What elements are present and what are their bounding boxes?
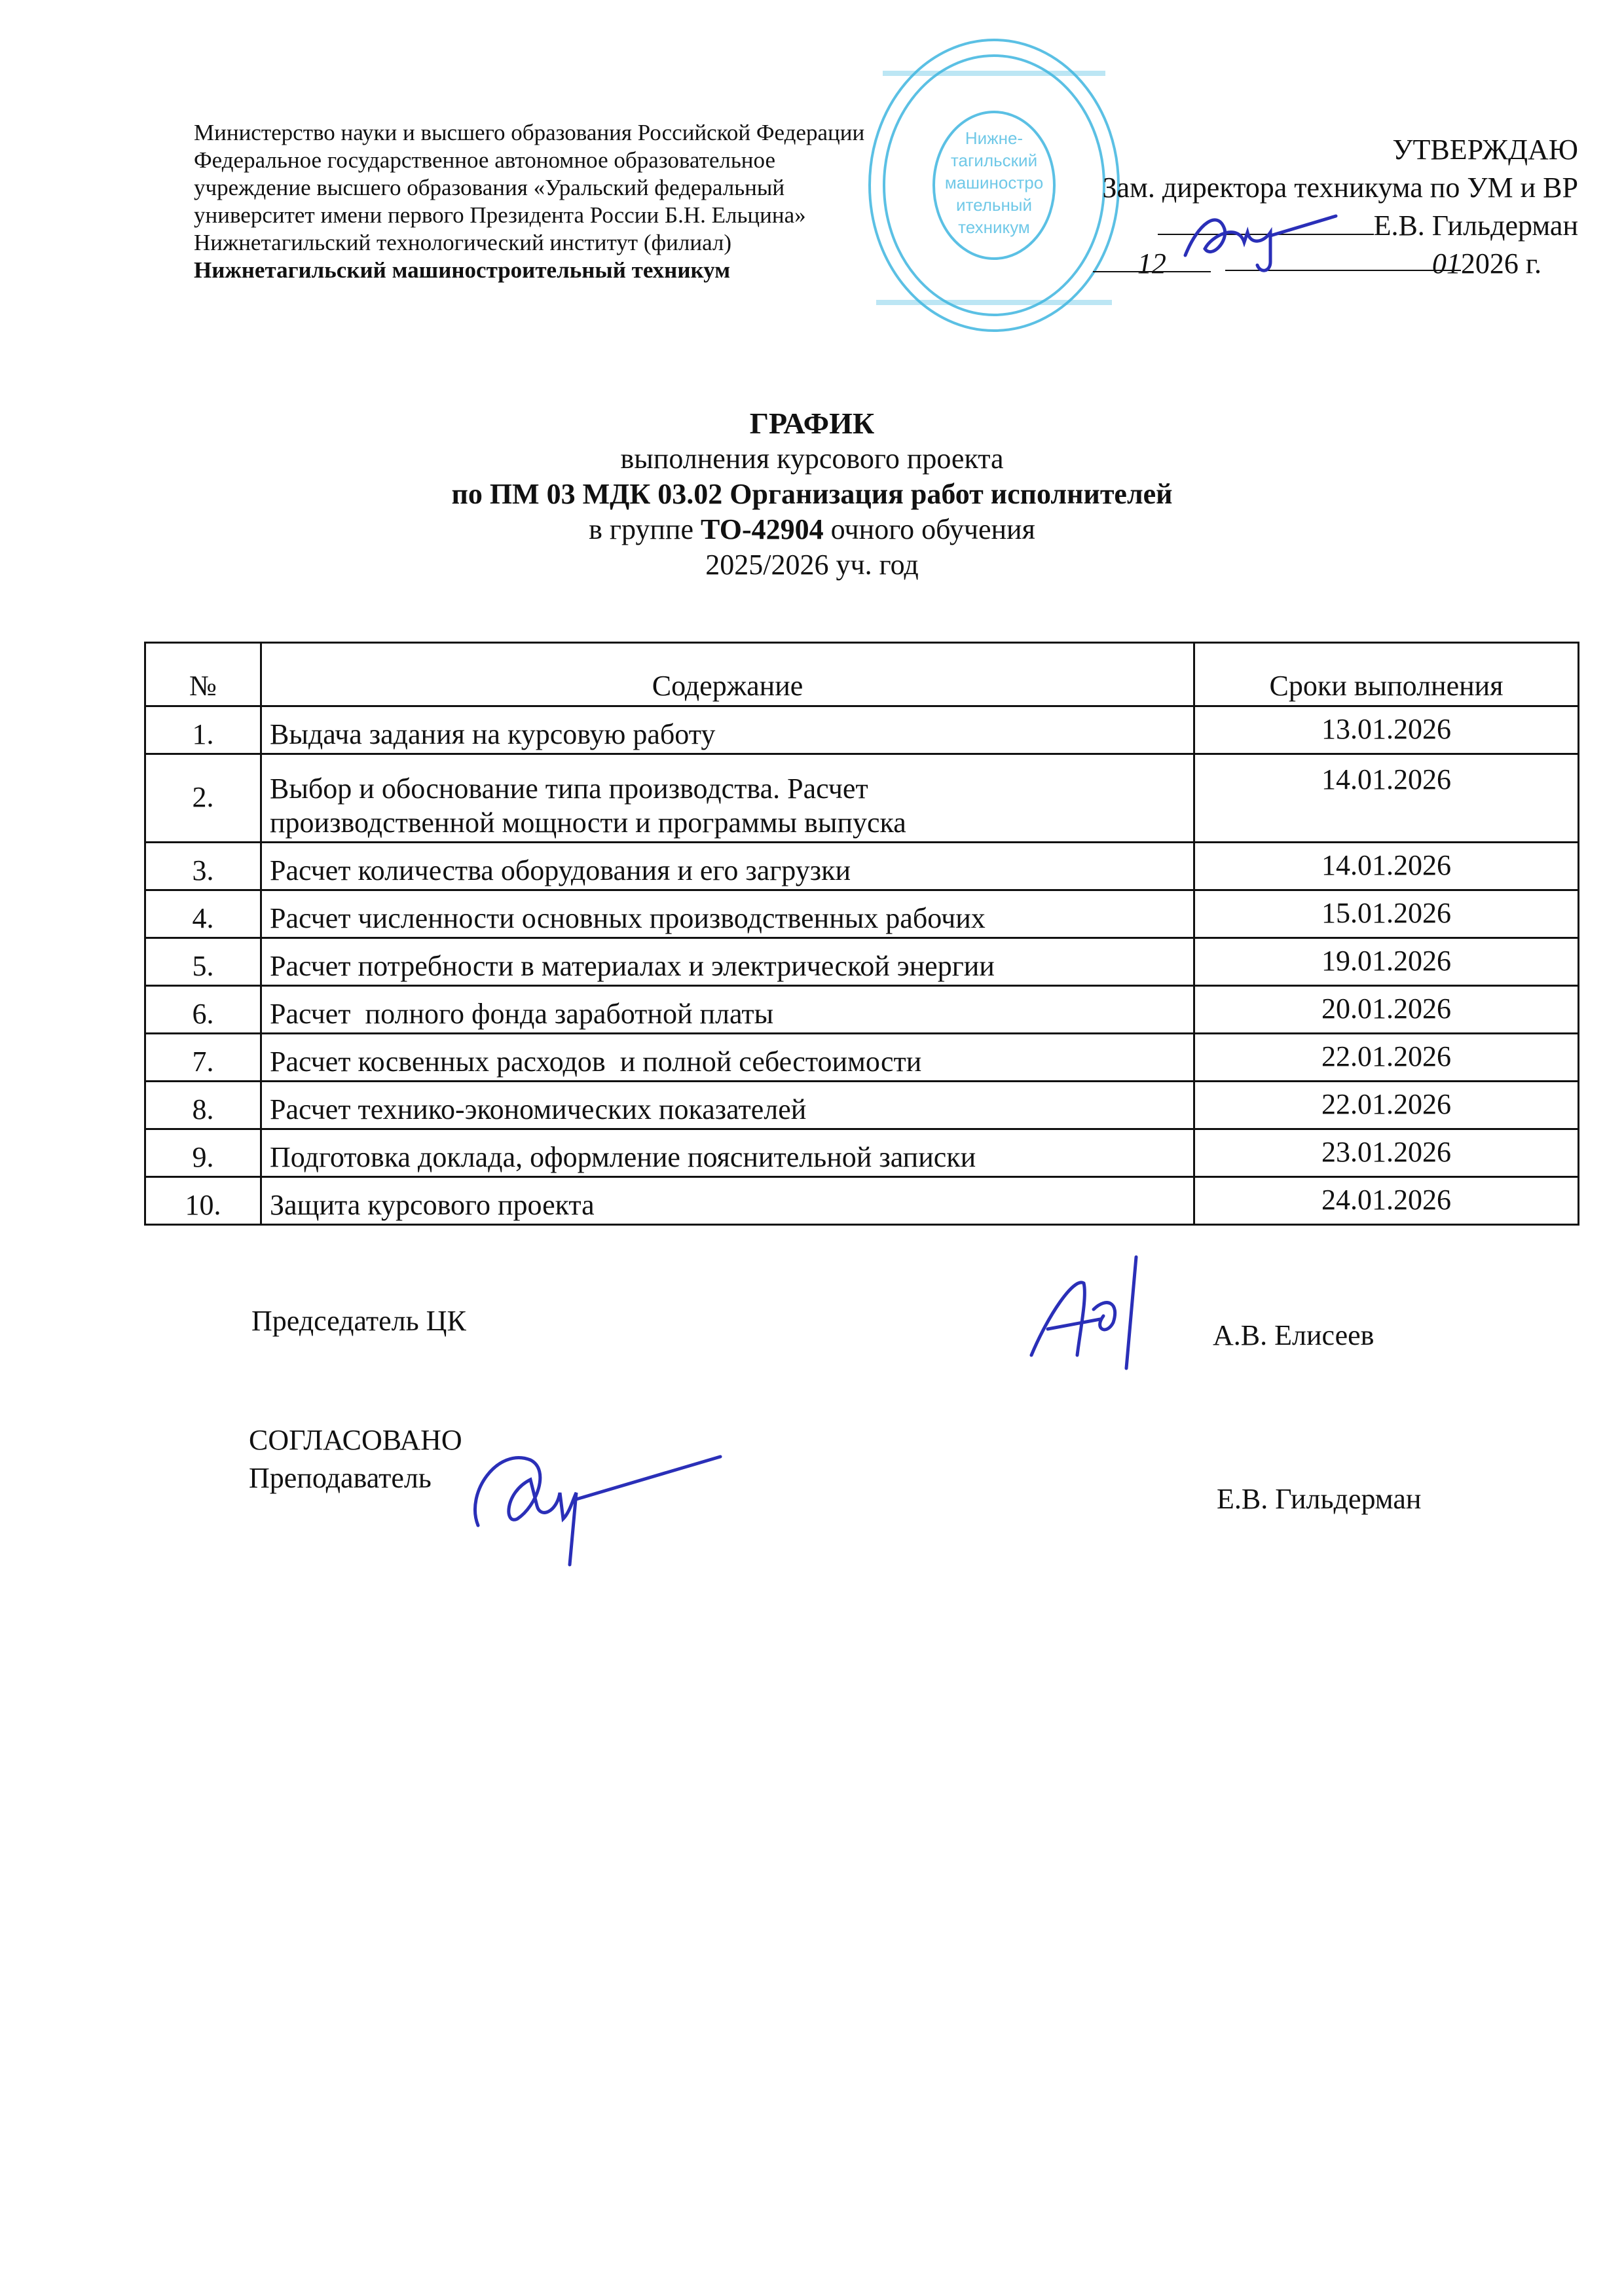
teacher-name: Е.В. Гильдерман <box>1217 1483 1422 1515</box>
row-number: 4. <box>145 890 261 938</box>
group-code: ТО-42904 <box>701 513 824 545</box>
table-row <box>145 754 1579 843</box>
row-date: 14.01.2026 <box>1194 843 1579 890</box>
table-row <box>145 890 1579 938</box>
svg-text:машинострo: машинострo <box>944 173 1044 192</box>
row-content: Подготовка доклада, оформление пояснительной записки <box>261 1129 1194 1177</box>
title-group-line <box>0 512 1624 547</box>
table-row <box>145 843 1579 890</box>
header-content: Содержание <box>261 643 1194 706</box>
chair-name: А.В. Елисеев <box>1213 1319 1375 1351</box>
row-number: 8. <box>145 1082 261 1129</box>
title-year: 2025/2026 уч. год <box>705 549 919 581</box>
svg-text:Нижне-: Нижне- <box>965 128 1024 148</box>
row-content: Выбор и обоснование типа производства. Расчет производственной мощности и программы выпуска <box>261 754 1194 843</box>
chair-signature-icon <box>1022 1250 1179 1381</box>
chair-label: Председатель ЦК <box>251 1305 466 1337</box>
header-deadline: Сроки выполнения <box>1194 643 1579 706</box>
group-prefix: в группе <box>589 513 701 545</box>
approver-signature-icon <box>1172 196 1342 275</box>
table-header-row <box>145 643 1579 706</box>
approve-day: 12 <box>1093 245 1211 272</box>
row-number: 7. <box>145 1034 261 1082</box>
table-row <box>145 1177 1579 1225</box>
row-content: Расчет косвенных расходов и полной себестоимости <box>261 1034 1194 1082</box>
teacher-label: Преподаватель <box>249 1462 432 1494</box>
table-row <box>145 1129 1579 1177</box>
row-date: 13.01.2026 <box>1194 706 1579 754</box>
row-content: Расчет технико-экономических показателей <box>261 1082 1194 1129</box>
approve-position: Зам. директора техникума по УМ и ВР <box>1102 172 1578 204</box>
row-date: 24.01.2026 <box>1194 1177 1579 1225</box>
schedule-table <box>144 642 1579 1226</box>
approve-month: 01 <box>1225 245 1461 271</box>
row-date: 22.01.2026 <box>1194 1082 1579 1129</box>
row-content: Расчет полного фонда заработной платы <box>261 986 1194 1034</box>
row-date: 20.01.2026 <box>1194 986 1579 1034</box>
approve-name: Е.В. Гильдерман <box>1373 210 1578 242</box>
title-subtitle: выполнения курсового проекта <box>620 443 1004 475</box>
svg-text:тагильский: тагильский <box>950 151 1038 170</box>
header-number: № <box>145 643 261 706</box>
group-suffix: очного обучения <box>823 513 1035 545</box>
row-number: 10. <box>145 1177 261 1225</box>
title-module: по ПМ 03 МДК 03.02 Организация работ исполнителей <box>451 478 1173 510</box>
org-line: Федеральное государственное автономное образовательное <box>194 147 775 173</box>
table-row <box>145 1034 1579 1082</box>
row-number: 3. <box>145 843 261 890</box>
row-number: 1. <box>145 706 261 754</box>
row-date: 19.01.2026 <box>1194 938 1579 986</box>
row-content: Защита курсового проекта <box>261 1177 1194 1225</box>
teacher-signature-icon <box>458 1421 733 1571</box>
row-content: Расчет количества оборудования и его загрузки <box>261 843 1194 890</box>
org-line: Министерство науки и высшего образования Российской Федерации <box>194 120 865 145</box>
row-content: Выдача задания на курсовую работу <box>261 706 1194 754</box>
row-number: 9. <box>145 1129 261 1177</box>
svg-text:ительный: ительный <box>955 195 1033 215</box>
agreed-label: СОГЛАСОВАНО <box>249 1424 462 1456</box>
svg-text:техникум: техникум <box>958 217 1030 237</box>
row-date: 15.01.2026 <box>1194 890 1579 938</box>
org-line: Нижнетагильский технологический институт (филиал) <box>194 230 732 255</box>
organization-header <box>194 119 864 284</box>
org-line: учреждение высшего образования «Уральский федеральный <box>194 175 785 200</box>
row-date: 23.01.2026 <box>1194 1129 1579 1177</box>
table-row <box>145 938 1579 986</box>
row-number: 6. <box>145 986 261 1034</box>
org-name-bold: Нижнетагильский машиностроительный техникум <box>194 257 731 283</box>
table-row <box>145 1082 1579 1129</box>
row-number: 2. <box>145 754 261 843</box>
org-line: университет имени первого Президента России Б.Н. Ельцина» <box>194 202 806 228</box>
approve-year: 2026 г. <box>1460 247 1541 280</box>
row-content: Расчет численности основных производственных рабочих <box>261 890 1194 938</box>
row-date: 22.01.2026 <box>1194 1034 1579 1082</box>
row-number: 5. <box>145 938 261 986</box>
document-title <box>0 406 1624 583</box>
table-row <box>145 986 1579 1034</box>
approve-title: УТВЕРЖДАЮ <box>1392 134 1578 166</box>
row-content: Расчет потребности в материалах и электрической энергии <box>261 938 1194 986</box>
row-date: 14.01.2026 <box>1194 754 1579 843</box>
title-heading: ГРАФИК <box>749 407 875 440</box>
table-row <box>145 706 1579 754</box>
